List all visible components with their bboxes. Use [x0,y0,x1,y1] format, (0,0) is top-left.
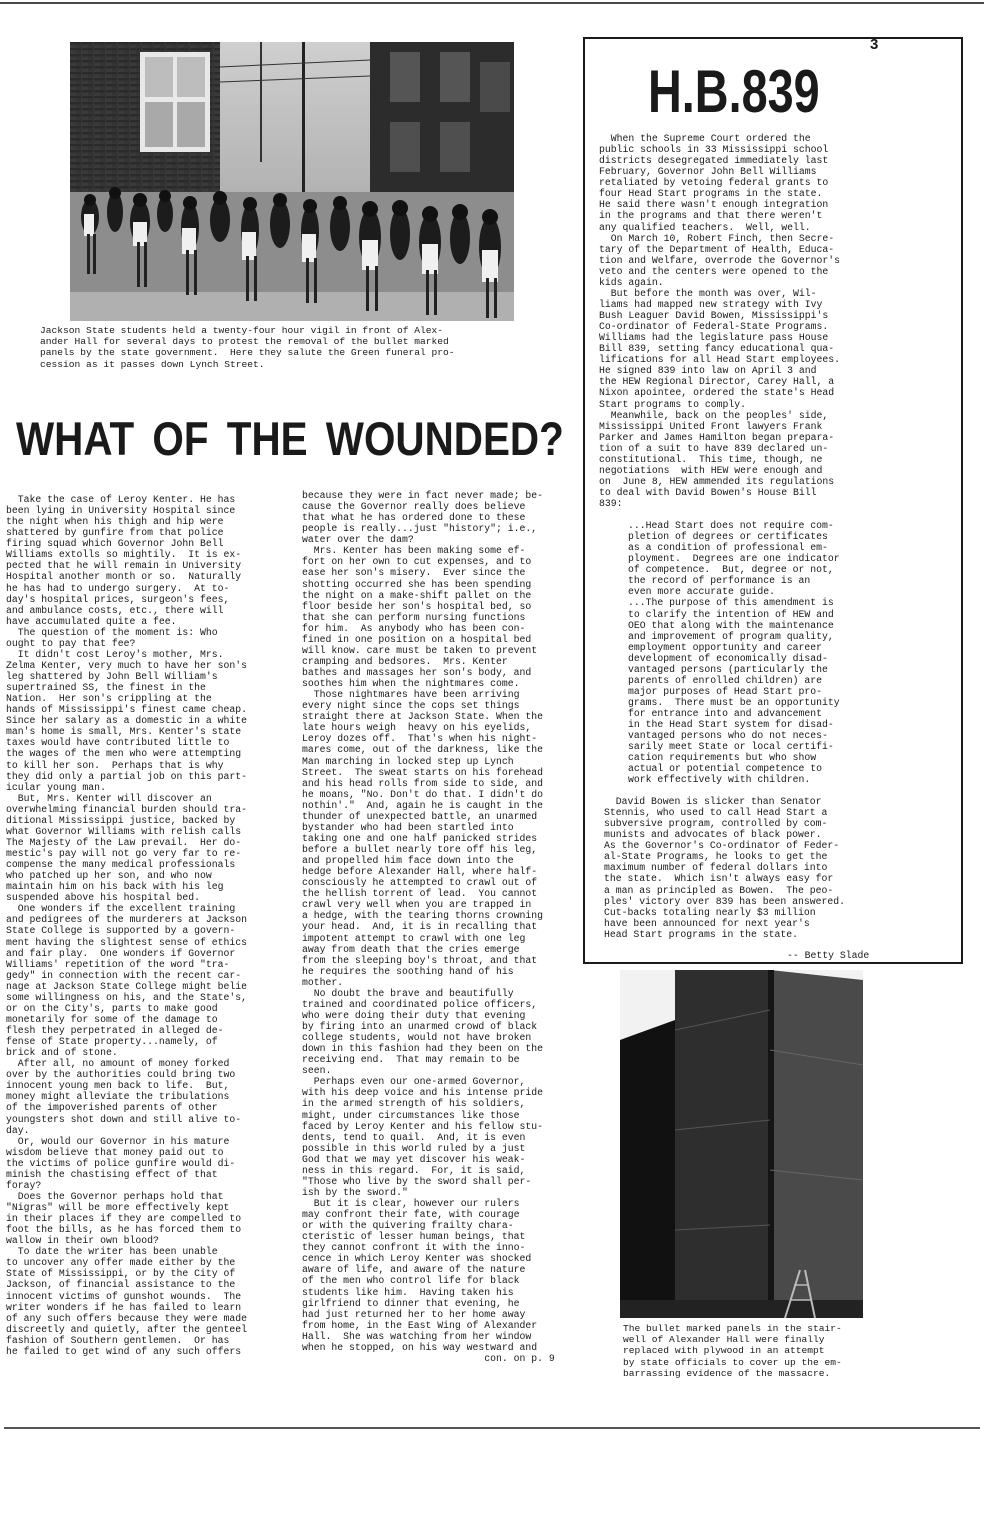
article-column-1: Take the case of Leroy Kenter. He has been lying in University Hospital since the night when his thigh and hip were shattered by gunfire from that police firing squad which Governor John Bell Williams extolls so mightily. It is ex- pected that he will remain in University Hospital another month or so. Naturally he has had to undergo surgery. At to- day's hospital prices, surgeon's fees, and ambulance costs, etc., there will have accumulated quite a fee. The question of the moment is: Who ought to pay that fee? It didn't cost Leroy's mother, Mrs. Zelma Kenter, very much to have her son's leg shattered by John Bell William's supertrained SS, the finest in the Nation. Her son's crippling at the hands of Mississippi's finest came cheap. Since her salary as a domestic in a white man's home is small, Mrs. Kenter's state taxes would have contributed little to the wages of the men who were attempting to kill her son. Perhaps that is why they did only a partial job on this part- icular young man. But, Mrs. Kenter will discover an overwhelming financial burden should tra- ditional Mississippi justice, backed by what Governor Williams with relish calls The Majesty of the Law prevail. Her do- mestic's pay will not go very far to re- compense the many medical professionals who patched up her son, and who now maintain him on his back with his leg suspended above his hospital bed. One wonders if the excellent training and pedigrees of the murderers at Jackson State College is supported by a govern- ment having the slightest sense of ethics and fair play. One wonders if Governor Williams' repetition of the word "tra- gedy" in connection with the recent car- nage at Jackson State College might belie some willingness on his, and the State's, or on the City's, parts to make good monetarily for some of the damage to flesh they perpetrated in alleged de- fense of State property...namely, of brick and of stone. After all, no amount of money forked over by the authorities could bring two innocent young men back to life. But, money might alleviate the tribulations of the impoverished parents of other youngsters shot down and still alive to- day. Or, would our Governor in his mature wisdom believe that money paid out to the victims of police gunfire would di- minish the chastising effect of that foray? Does the Governor perhaps hold that "Nigras" will be more effectively kept in their places if they are compelled to foot the bills, as he has forced them to wallow in their own blood? To date the writer has been unable to uncover any offer made either by the State of Mississippi, or by the City of Jackson, of financial assistance to the innocent victims of gunshot wounds. The writer wonders if he has failed to learn of any such offers because they were made discreetly and quietly, after the genteel fashion of Southern gentlemen. Or has he failed to get wind of any such offers [6,494,248,1357]
headline-word: OF [152,412,209,465]
article-column-2: because they were in fact never made; be- cause the Governor really does believe that what he has ordered done to these people is really...just "history"; i.e., water over the dam? Mrs. Kenter has been making some ef- fort on her own to cut expenses, and to ease her son's misery. Ever since the shotting occurred she has been spending the night on a make-shift pallet on the floor beside her son's hospital bed, so that she can perform nursing functions for him. As anybody who has been con- fined in one position on a hospital bed will know. care must be taken to prevent cramping and bedsores. Mrs. Kenter bathes and massages her son's body, and soothes him when the nightmares come. Those nightmares have been arriving every night since the cops set things straight there at Jackson State. When the late hours weigh heavy on his eyelids, Leroy dozes off. That's when his night- mares come, out of the darkness, like the Man marching in locked step up Lynch Street. The sweat starts on his forehead and his head rolls from side to side, and he moans, "No. Don't do that. I didn't do nothin'." And, again he is caught in the thunder of unexpected battle, an unarmed bystander who had been startled into taking one and one half panicked strides before a bullet nearly tore off his leg, and propelled him face down into the hedge before Alexander Hall, where half- consciously he attempted to crawl out of the hellish torrent of lead. You cannot crawl very well when you are trapped in a hedge, with the tearing thorns crowning your head. And, it is in recalling that impotent attempt to crawl with one leg away from death that the cries emerge from the sleeping boy's throat, and that he requires the soothing hand of his mother. No doubt the brave and beautifully trained and coordinated police officers, who were doing their duty that evening by firing into an unarmed crowd of black college students, would not have broken down in this fashion had they been on the receiving end. That may remain to be seen. Perhaps even our one-armed Governor, with his deep voice and his intense pride in the armed strength of his soldiers, might, under circumstances like those faced by Leroy Kenter and his fellow stu- dents, tend to quail. And, it is even possible in this world ruled by a just God that we may yet discover his weak- ness in this regard. For, it is said, "Those who live by the sword shall per- ish by the sword." But it is clear, however our rulers may confront their fate, with courage or with the quivering frailty chara- cteristic of lesser human beings, that they cannot confront it with the inno- cence in which Leroy Kenter was shocked aware of life, and aware of the nature of the men who control life for black students like him. Having taken his girlfriend to dinner that evening, he had just returned her to her home away from home, in the East Wing of Alexander Hall. She was watching from her window when he stopped, on his way westward and con. on p. 9 [302,490,555,1364]
headline-word: WHAT [16,412,135,465]
sidebar-closing: David Bowen is slicker than Senator Stennis, who used to call Head Start a subversive program, controlled by com- munists and advocates of black power. As the Governor's Co-ordinator of Feder- al-State Programs, he looks to get the maximum number of federal dollars into the state. Which isn't always easy for a man as principled as Bowen. The peo- ples' victory over 839 has been answered. Cut-backs totaling nearly $3 million have been announced for next year's Head Start programs in the state. [604,796,846,940]
headline-word: THE [226,412,308,465]
vigil-photo [70,42,514,321]
stairwell-photo-caption: The bullet marked panels in the stair- well of Alexander Hall were finally replaced with plywood in an attempt by state officials to cover up the em- barrassing evidence of the massacre. [623,1323,842,1379]
article-headline [16,410,564,472]
page-number: 3 [870,36,879,53]
sidebar-body: When the Supreme Court ordered the public schools in 33 Mississippi school districts desegregated immediately last February, Governor John Bell Williams retaliated by vetoing federal grants to four Head Start programs in the state. He said there wasn't enough integration in the programs and that there weren't any qualified teachers. Well, well. On March 10, Robert Finch, then Secre- tary of the Department of Health, Educa- tion and Welfare, overrode the Governor's veto and the centers were opened to the kids again. But before the month was over, Wil- liams had mapped new strategy with Ivy Bush Leaguer David Bowen, Mississippi's Co-ordinator of Federal-State Programs. Williams had the legislature pass House Bill 839, setting fancy educational qua- lifications for all Head Start employees. He signed 839 into law on April 3 and the HEW Regional Director, Carey Hall, a Nixon apointee, ordered the state's Head Start programs to comply. Meanwhile, back on the peoples' side, Mississippi United Front lawyers Frank Parker and James Hamilton began prepara- tion of a suit to have 839 declared un- constitutional. This time, though, ne negotiations with HEW were enough and on June 8, HEW ammended its regulations to deal with David Bowen's House Bill 839: [599,133,841,510]
sidebar-title: H.B.839 [648,58,820,125]
top-rule [0,2,984,4]
headline-word: WOUNDED? [325,412,564,465]
sidebar-quote: ...Head Start does not require com- pletion of degrees or certificates as a condition of professional em- ployment. Degrees are one indicator of competence. But, degree or not, the record of performance is an even more accurate guide. ...The purpose of this amendment is to clarify the intention of HEW and OEO that along with the maintenance and improvement of program quality, employment opportunity and career development of economically disad- vantaged persons (particularly the parents of enrolled children) are major purposes of Head Start pro- grams. There must be an opportunity for entrance into and advancement in the Head Start system for disad- vantaged persons who do not neces- sarily meet State or local certifi- cation requirements but who show actual or potential competence to work effectively with children. [628,520,840,786]
bottom-rule [4,1427,980,1429]
stairwell-photo [620,970,863,1318]
sidebar-byline: -- Betty Slade [787,950,870,961]
vigil-photo-caption: Jackson State students held a twenty-four hour vigil in front of Alex- ander Hall for several days to protest the removal of the bullet marked panels by the state government. Here they salute the Green funeral pro- cession as it passes down Lynch Street. [40,325,455,370]
